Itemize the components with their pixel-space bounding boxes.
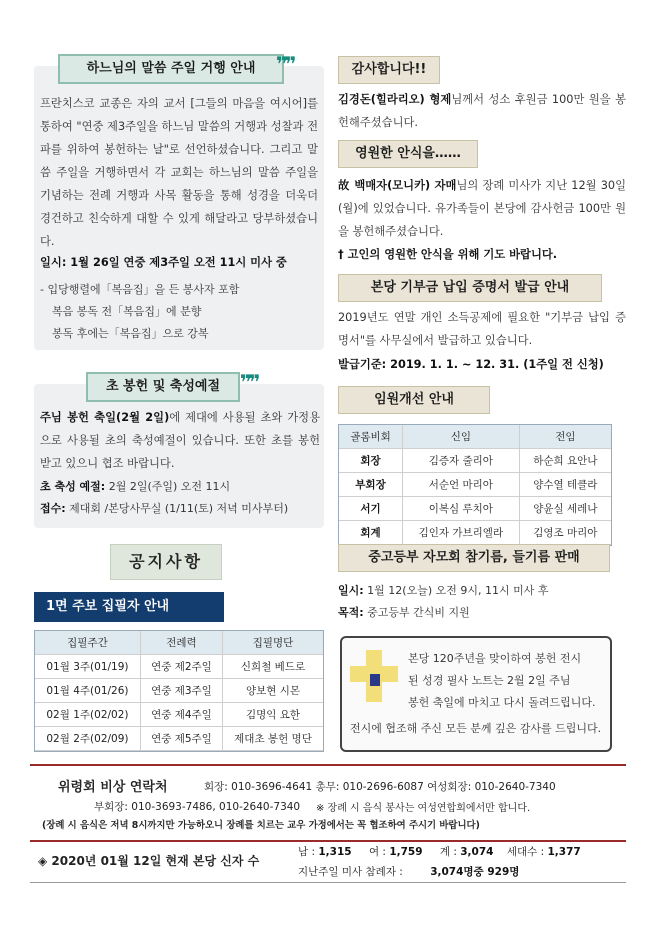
table-cell: 양보현 시몬 <box>223 679 323 703</box>
candle-feast: 주님 봉헌 축일(2월 2일) <box>40 411 170 424</box>
table-cell: 하순희 요안나 <box>519 449 611 473</box>
oil-date-value: 1월 12(오늘) 오전 9시, 11시 미사 후 <box>367 584 549 597</box>
thanks-text: 님께서 성소 후원금 100만 원을 봉헌해주셨습니다. <box>338 93 626 129</box>
repose-name: 故 백매자(모니카) 자매 <box>338 179 457 192</box>
census-attend <box>298 864 519 879</box>
bible-exhibit-line-4: 전시에 협조해 주신 모든 분께 깊은 감사를 드립니다. <box>350 722 602 735</box>
candle-receipt-label: 접수: <box>40 502 66 515</box>
table-cell: 회장 <box>339 449 403 473</box>
candle-receipt-value: 제대회 /본당사무실 (1/11(토) 저녁 미사부터) <box>69 502 289 515</box>
thanks-name: 김경돈(힐라리오) 형제 <box>338 93 452 106</box>
table-header-row <box>339 425 611 449</box>
table-row <box>35 727 323 751</box>
census-title: ◈ 2020년 01월 12일 현재 본당 신자 수 <box>38 854 260 868</box>
census-household: 1,377 <box>547 846 581 858</box>
writers-title: 1면 주보 집필자 안내 <box>34 592 224 622</box>
notice-title: 공지사항 <box>110 544 222 580</box>
table-header: 신임 <box>403 425 520 449</box>
cross-icon <box>348 648 400 704</box>
contacts-line-2-note: ※ 장례 시 음식 봉사는 여성연합회에서만 합니다. <box>316 803 531 814</box>
receipt-standard: 발급기준: 2019. 1. 1. ~ 12. 31. (1주일 전 신청) <box>338 358 604 371</box>
bible-exhibit-line-2: 된 성경 필사 노트는 2월 2일 주님 <box>408 674 571 687</box>
table-header: 전임 <box>519 425 611 449</box>
table-cell: 이복심 루치아 <box>403 497 520 521</box>
table-row <box>339 473 611 497</box>
divider <box>30 882 626 883</box>
census-men-label: 남 : <box>298 846 316 858</box>
word-sunday-note-1: - 입당행렬에「복음집」을 든 봉사자 포함 <box>40 283 240 296</box>
oil-date-label: 일시: <box>338 584 364 597</box>
table-cell: 김증자 줄리아 <box>403 449 520 473</box>
divider <box>30 840 626 842</box>
table-cell: 신희철 베드로 <box>223 655 323 679</box>
receipt-body: 2019년도 연말 개인 소득공제에 필요한 "기부금 납입 증명서"를 사무실에서 발급하고 있습니다. <box>338 311 626 347</box>
census-women-label: 여 : <box>368 846 386 858</box>
table-cell: 02월 1주(02/02) <box>35 703 140 727</box>
officers-title: 임원개선 안내 <box>338 386 490 414</box>
quote-mark-icon: ❞❞ <box>276 52 294 76</box>
repose-prayer: † 고인의 영원한 안식을 위해 기도 바랍니다. <box>338 248 558 261</box>
census-women: 1,759 <box>389 846 423 858</box>
table-row <box>339 449 611 473</box>
oil-title: 중고등부 자모회 참기름, 들기름 판매 <box>338 544 610 572</box>
quote-mark-icon: ❞❞ <box>240 370 258 394</box>
candle-body <box>40 406 320 475</box>
census-attend-label: 지난주일 미사 참례자 : <box>298 866 403 878</box>
table-row <box>339 497 611 521</box>
candle-bless-label: 초 축성 예절: <box>40 480 106 493</box>
table-header: 전례력 <box>140 631 222 655</box>
word-sunday-note-2: 복음 봉독 전「복음집」에 분향 <box>52 305 202 318</box>
writers-table <box>35 631 323 751</box>
repose-body <box>338 174 626 243</box>
bible-exhibit-line-3: 봉헌 축일에 마치고 다시 돌려드립니다. <box>408 696 596 709</box>
table-header: 집필명단 <box>223 631 323 655</box>
bible-exhibit-line-1: 본당 120주년을 맞이하여 봉헌 전시 <box>408 652 582 665</box>
table-cell: 서순언 마리아 <box>403 473 520 497</box>
thanks-title: 감사합니다!! <box>338 56 440 84</box>
table-cell: 02월 2주(02/09) <box>35 727 140 751</box>
oil-purpose <box>338 602 470 623</box>
oil-purpose-value: 중고등부 간식비 지원 <box>367 606 470 619</box>
table-cell: 01월 3주(01/19) <box>35 655 140 679</box>
table-header: 집필주간 <box>35 631 140 655</box>
table-cell: 서기 <box>339 497 403 521</box>
table-cell: 양수열 테클라 <box>519 473 611 497</box>
table-header: 골롬비회 <box>339 425 403 449</box>
repose-title: 영원한 안식을…… <box>338 140 478 168</box>
contacts-title: 위령회 비상 연락처 <box>58 780 168 795</box>
table-cell: 연중 제5주일 <box>140 727 222 751</box>
candle-text: 에 제대에 사용될 초와 가정용으로 사용될 초의 축성예절이 있습니다. 또한 초를 봉헌 받고 있으니 협조 바랍니다. <box>40 411 320 470</box>
table-cell: 회계 <box>339 521 403 545</box>
officers-table-wrap <box>338 424 612 546</box>
contacts-line-2: 부회장: 010-3693-7486, 010-2640-7340 <box>94 801 301 813</box>
officers-table <box>339 425 611 545</box>
census-total-label: 계 : <box>439 846 457 858</box>
table-row <box>35 679 323 703</box>
table-cell: 부회장 <box>339 473 403 497</box>
contacts-line-3: (장례 시 음식은 저녁 8시까지만 가능하오니 장례를 치르는 교우 가정에서는 꼭 협조하여 주시기 바랍니다) <box>42 820 480 831</box>
table-cell: 연중 제2주일 <box>140 655 222 679</box>
oil-purpose-label: 목적: <box>338 606 364 619</box>
census-total: 3,074 <box>460 846 494 858</box>
word-sunday-note-3: 봉독 후에는「복음집」으로 강복 <box>52 327 209 340</box>
table-cell: 양윤실 세레나 <box>519 497 611 521</box>
table-header-row <box>35 631 323 655</box>
table-row <box>339 521 611 545</box>
census-men: 1,315 <box>318 846 352 858</box>
divider <box>30 764 626 766</box>
receipt-title: 본당 기부금 납입 증명서 발급 안내 <box>338 274 602 302</box>
census-counts <box>298 844 620 859</box>
candle-bless-value: 2월 2일(주일) 오전 11시 <box>108 480 231 493</box>
oil-date <box>338 580 548 601</box>
word-sunday-date: 일시: 1월 26일 연중 제3주일 오전 11시 미사 중 <box>40 256 287 269</box>
word-sunday-body: 프란치스코 교종은 자의 교서 [그들의 마음을 여시어]를 통하여 "연중 제3주일을 하느님 말씀의 거행과 성찰과 전파를 위하여 봉헌하는 날"로 선언하셨습니다. 그리고 말씀 주일을 거행하면서 각 교회는 하느님의 말씀 주일을 기념하는 전례 거행과 사목 활동을 통해 성경을 더욱더 경건하고 친숙하게 대할 수 있게 해달라고 당부하셨습니다. <box>40 97 318 248</box>
word-sunday-title: 하느님의 말씀 주일 거행 안내 <box>58 54 284 84</box>
table-cell: 김명익 요한 <box>223 703 323 727</box>
contacts-line-1: 회장: 010-3696-4641 총무: 010-2696-6087 여성회장: 010-2640-7340 <box>204 781 556 793</box>
census-attend-value: 3,074명중 929명 <box>430 866 520 878</box>
census-household-label: 세대수 : <box>506 846 545 858</box>
table-cell: 제대초 봉헌 명단 <box>223 727 323 751</box>
table-row <box>35 703 323 727</box>
thanks-body <box>338 88 626 134</box>
writers-table-wrap <box>34 630 324 752</box>
table-row <box>35 655 323 679</box>
candle-bless <box>40 476 230 497</box>
table-cell: 김인자 가브리엘라 <box>403 521 520 545</box>
table-cell: 연중 제3주일 <box>140 679 222 703</box>
repose-text: 님의 장례 미사가 지난 12월 30일(월)에 있었습니다. 유가족들이 본당에 감사헌금 100만 원을 봉헌해주셨습니다. <box>338 179 626 238</box>
candle-title: 초 봉헌 및 축성예절 <box>86 372 240 402</box>
candle-receipt <box>40 498 288 519</box>
table-cell: 연중 제4주일 <box>140 703 222 727</box>
table-cell: 01월 4주(01/26) <box>35 679 140 703</box>
table-cell: 김영조 마리아 <box>519 521 611 545</box>
